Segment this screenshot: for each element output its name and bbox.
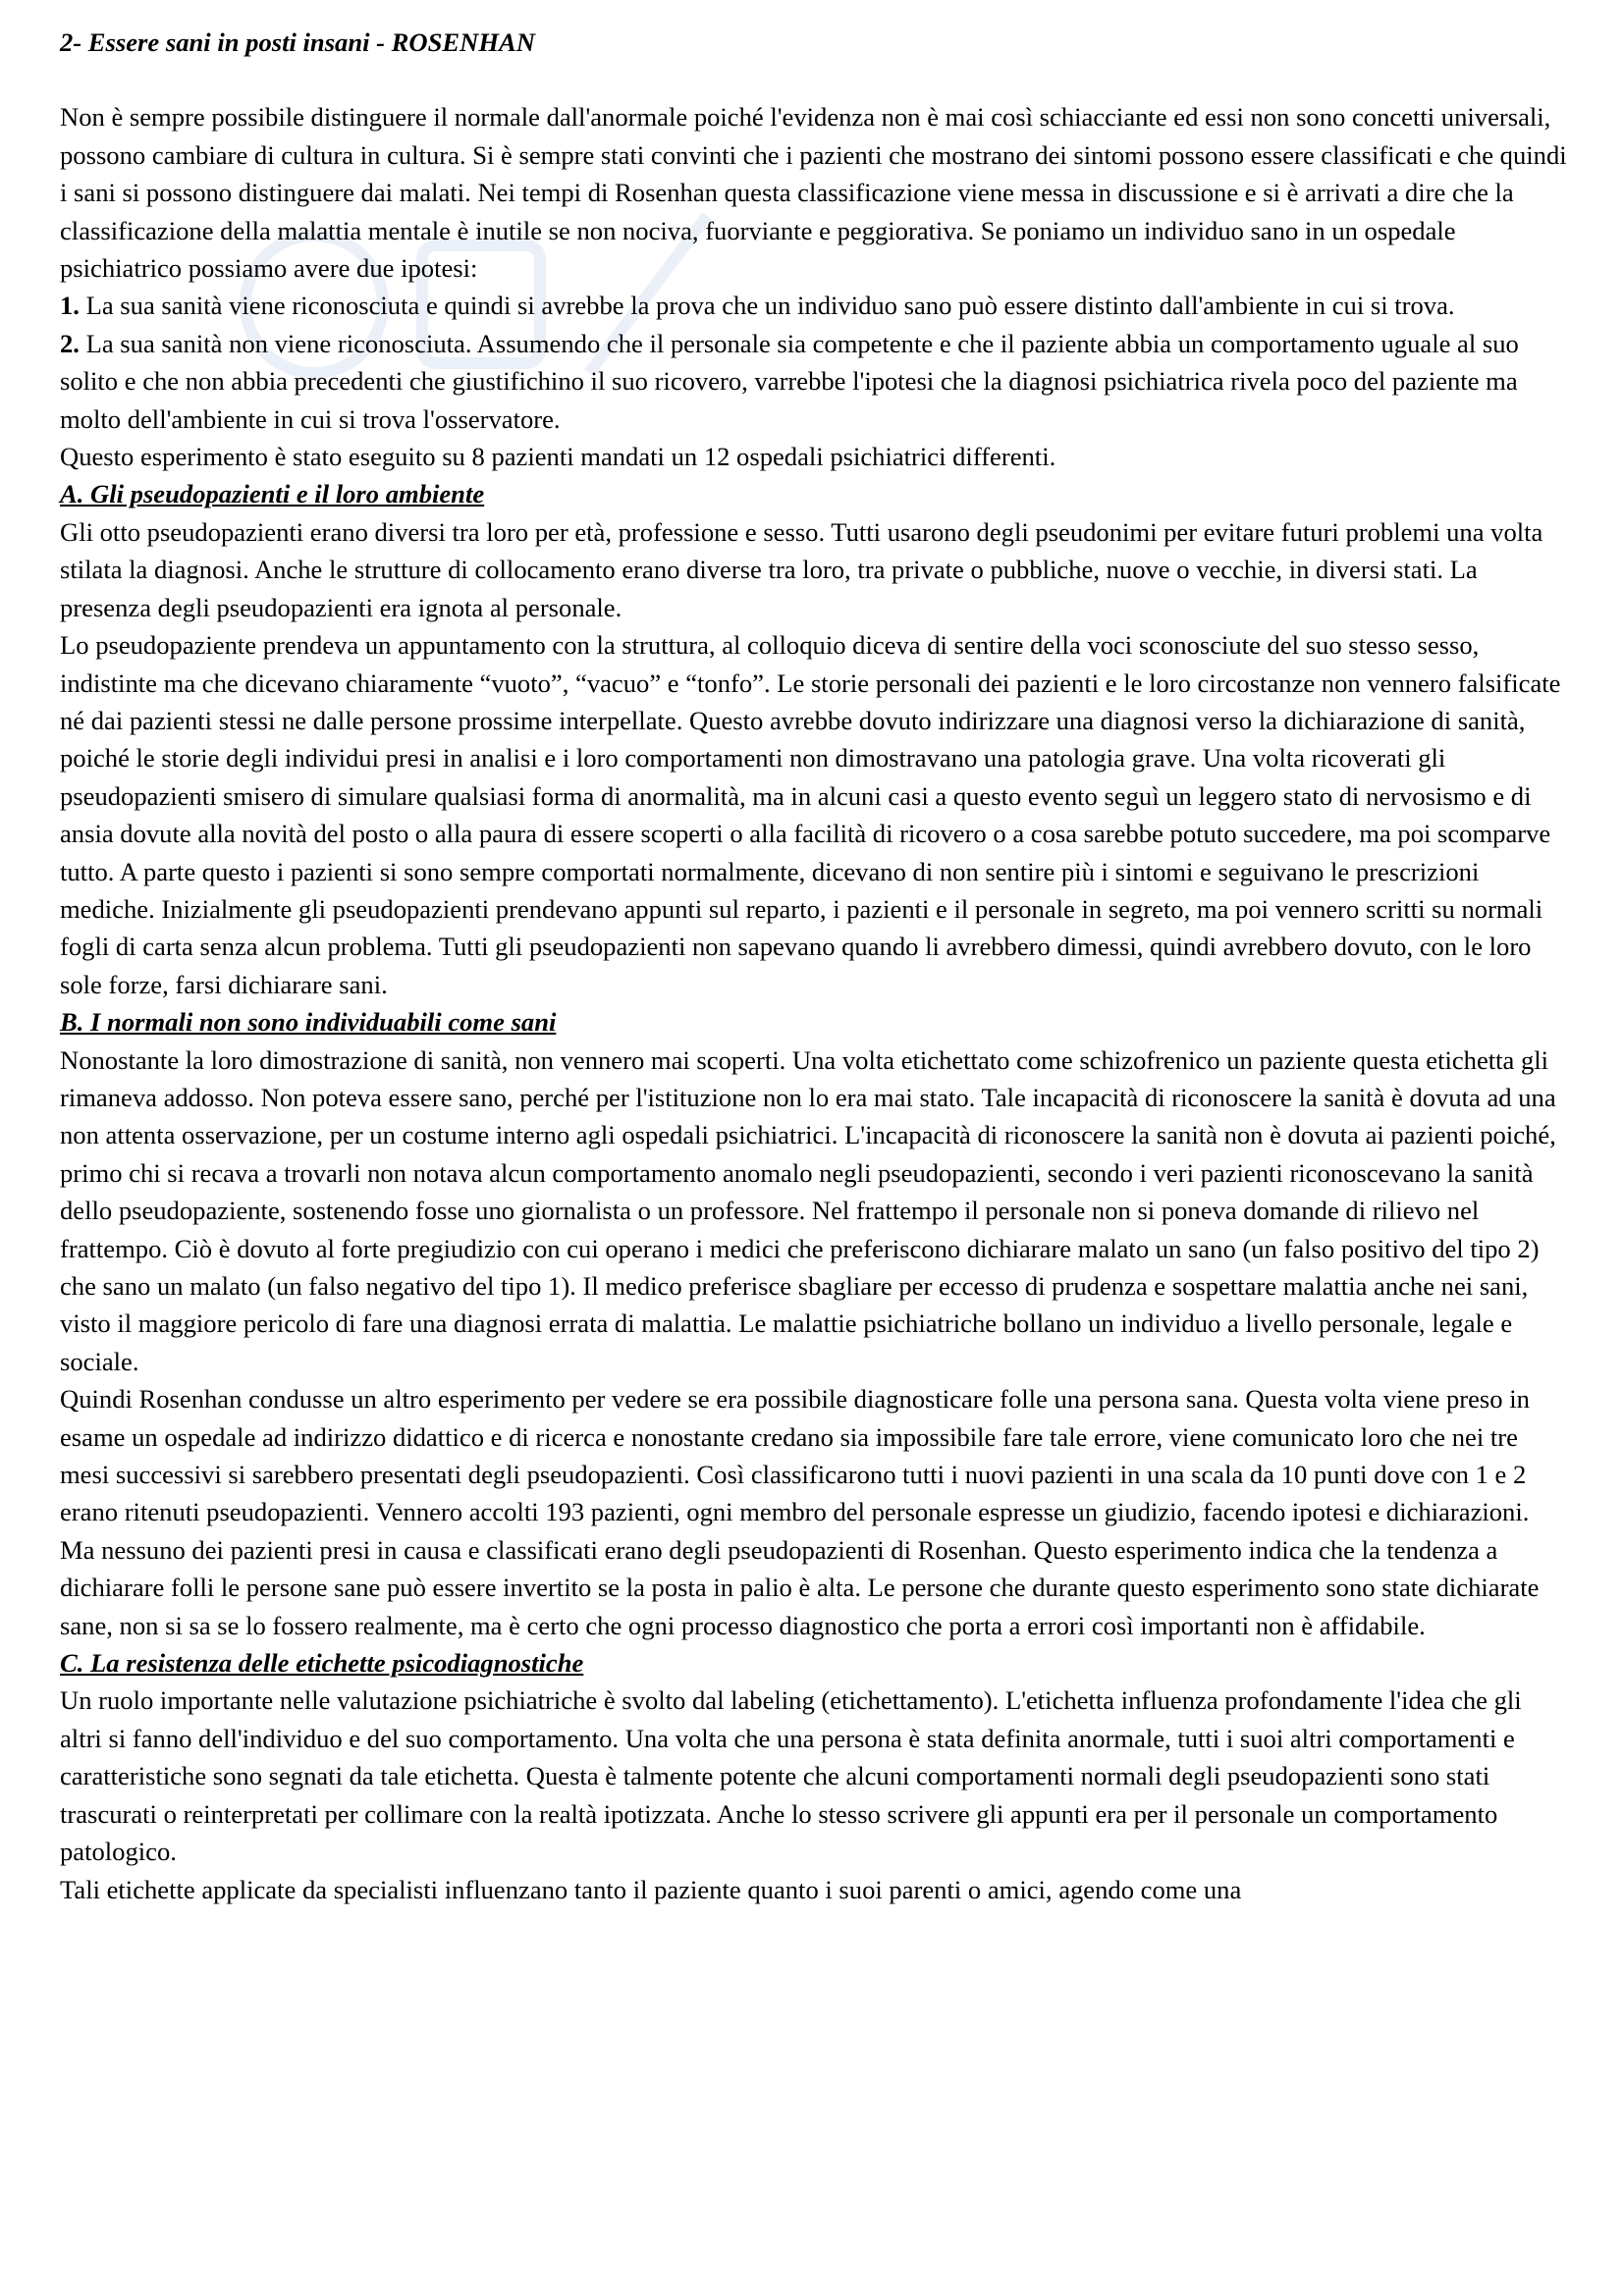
section-c-paragraph-2: Tali etichette applicate da specialisti influenzano tanto il paziente quanto i suoi parenti o amici, agendo come una: [60, 1874, 1242, 1904]
section-a-heading: A. Gli pseudopazienti e il loro ambiente: [60, 479, 485, 509]
section-b: [60, 1003, 1568, 1644]
intro-paragraph: Non è sempre possibile distinguere il normale dall'anormale poiché l'evidenza non è mai così schiacciante ed essi non sono concetti universali, possono cambiare di cultura in cultura. Si è sempre stati convinti che i pazienti che mostrano dei sintomi possono essere classificati e che quindi i sani si possono distinguere dai malati. Nei tempi di Rosenhan questa classificazione viene messa in discussione e si è arrivati a dire che la classificazione della malattia mentale è inutile se non nociva, fuorviante e peggiorativa. Se poniamo un individuo sano in un ospedale psichiatrico possiamo avere due ipotesi:: [60, 102, 1567, 284]
document-page: [60, 24, 1568, 1908]
hypothesis-1-number: 1.: [60, 291, 80, 321]
intro-section: [60, 98, 1568, 475]
section-a-paragraph-2: Lo pseudopaziente prendeva un appuntamento con la struttura, al colloquio diceva di sentire della voci sconosciute del suo stesso sesso, indistinte ma che dicevano chiaramente “vuoto”, “vacuo” e “tonfo”. Le storie personali dei pazienti e le loro circostanze non vennero falsificate né dai pazienti stessi ne dalle persone prossime interpellate. Questo avrebbe dovuto indirizzare una diagnosi verso la dichiarazione di sanità, poiché le storie degli individui presi in analisi e i loro comportamenti non dimostravano una patologia grave. Una volta ricoverati gli pseudopazienti smisero di simulare qualsiasi forma di anormalità, ma in alcuni casi a questo evento seguì un leggero stato di nervosismo e di ansia dovute alla novità del posto o alla paura di essere scoperti o alla facilità di ricovero o a cosa sarebbe potuto succedere, ma poi scomparve tutto. A parte questo i pazienti si sono sempre comportati normalmente, dicevano di non sentire più i sintomi e seguivano le prescrizioni mediche. Inizialmente gli pseudopazienti prendevano appunti sul reparto, i pazienti e il personale in segreto, ma poi vennero scritti su normali fogli di carta senza alcun problema. Tutti gli pseudopazienti non sapevano quando li avrebbero dimessi, quindi avrebbero dovuto, con le loro sole forze, farsi dichiarare sani.: [60, 630, 1561, 999]
section-b-paragraph-1: Nonostante la loro dimostrazione di sanità, non vennero mai scoperti. Una volta etichettato come schizofrenico un paziente questa etichetta gli rimaneva addosso. Non poteva essere sano, perché per l'istituzione non lo era mai stato. Tale incapacità di riconoscere la sanità è dovuta ad una non attenta osservazione, per un costume interno agli ospedali psichiatrici. L'incapacità di riconoscere la sanità non è dovuta ai pazienti poiché, primo chi si recava a trovarli non notava alcun comportamento anomalo negli pseudopazienti, secondo i veri pazienti riconoscevano la sanità dello pseudopaziente, sostenendo fosse uno giornalista o un professore. Nel frattempo il personale non si poneva domande di rilievo nel frattempo. Ciò è dovuto al forte pregiudizio con cui operano i medici che preferiscono dichiarare malato un sano (un falso positivo del tipo 2) che sano un malato (un falso negativo del tipo 1). Il medico preferisce sbagliare per eccesso di prudenza e sospettare malattia anche nei sani, visto il maggiore pericolo di fare una diagnosi errata di malattia. Le malattie psichiatriche bollano un individuo a livello personale, legale e sociale.: [60, 1044, 1556, 1376]
section-b-paragraph-2: Quindi Rosenhan condusse un altro esperimento per vedere se era possibile diagnosticare folle una persona sana. Questa volta viene preso in esame un ospedale ad indirizzo didattico e di ricerca e nonostante credano sia impossibile fare tale errore, viene comunicato loro che nei tre mesi successivi si sarebbero presentati degli pseudopazienti. Così classificarono tutti i nuovi pazienti in una scala da 10 punti dove con 1 e 2 erano ritenuti pseudopazienti. Vennero accolti 193 pazienti, ogni membro del personale espresse un giudizio, facendo ipotesi e dichiarazioni. Ma nessuno dei pazienti presi in causa e classificati erano degli pseudopazienti di Rosenhan. Questo esperimento indica che la tendenza a dichiarare folli le persone sane può essere invertito se la posta in palio è alta. Le persone che durante questo esperimento sono state dichiarate sane, non si sa se lo fossero realmente, ma è certo che ogni processo diagnostico che porta a errori così importanti non è affidabile.: [60, 1384, 1540, 1640]
section-c-paragraph-1: Un ruolo importante nelle valutazione psichiatriche è svolto dal labeling (etichettamento). L'etichetta influenza profondamente l'idea che gli altri si fanno dell'individuo e del suo comportamento. Una volta che una persona è stata definita anormale, tutti i suoi altri comportamenti e caratteristiche sono segnati da tale etichetta. Questa è talmente potente che alcuni comportamenti normali degli pseudopazienti sono stati trascurati o reinterpretati per collimare con la realtà ipotizzata. Anche lo stesso scrivere gli appunti era per il personale un comportamento patologico.: [60, 1685, 1522, 1867]
section-c: [60, 1644, 1568, 1908]
section-c-heading: C. La resistenza delle etichette psicodiagnostiche: [60, 1648, 584, 1679]
hypothesis-2-number: 2.: [60, 328, 80, 358]
section-a: [60, 475, 1568, 1003]
section-b-heading: B. I normali non sono individuabili come sani: [60, 1007, 557, 1038]
hypothesis-2: [60, 325, 1568, 438]
hypothesis-2-text: La sua sanità non viene riconosciuta. Assumendo che il personale sia competente e che il paziente abbia un comportamento uguale al suo solito e che non abbia precedenti che giustifichino il suo ricovero, varrebbe l'ipotesi che la diagnosi psichiatrica rivela poco del paziente ma molto dell'ambiente in cui si trova l'osservatore.: [60, 328, 1519, 434]
document-title: 2- Essere sani in posti insani - ROSENHAN: [60, 27, 535, 57]
hypothesis-1: [60, 287, 1568, 324]
section-a-paragraph-1: Gli otto pseudopazienti erano diversi tra loro per età, professione e sesso. Tutti usarono degli pseudonimi per evitare futuri problemi una volta stilata la diagnosi. Anche le strutture di collocamento erano diverse tra loro, tra private o pubbliche, nuove o vecchie, in diversi stati. La presenza degli pseudopazienti era ignota al personale.: [60, 516, 1543, 622]
intro-closing: Questo esperimento è stato eseguito su 8 pazienti mandati un 12 ospedali psichiatrici differenti.: [60, 442, 1056, 472]
hypothesis-1-text: La sua sanità viene riconosciuta e quindi si avrebbe la prova che un individuo sano può essere distinto dall'ambiente in cui si trova.: [85, 291, 1455, 321]
